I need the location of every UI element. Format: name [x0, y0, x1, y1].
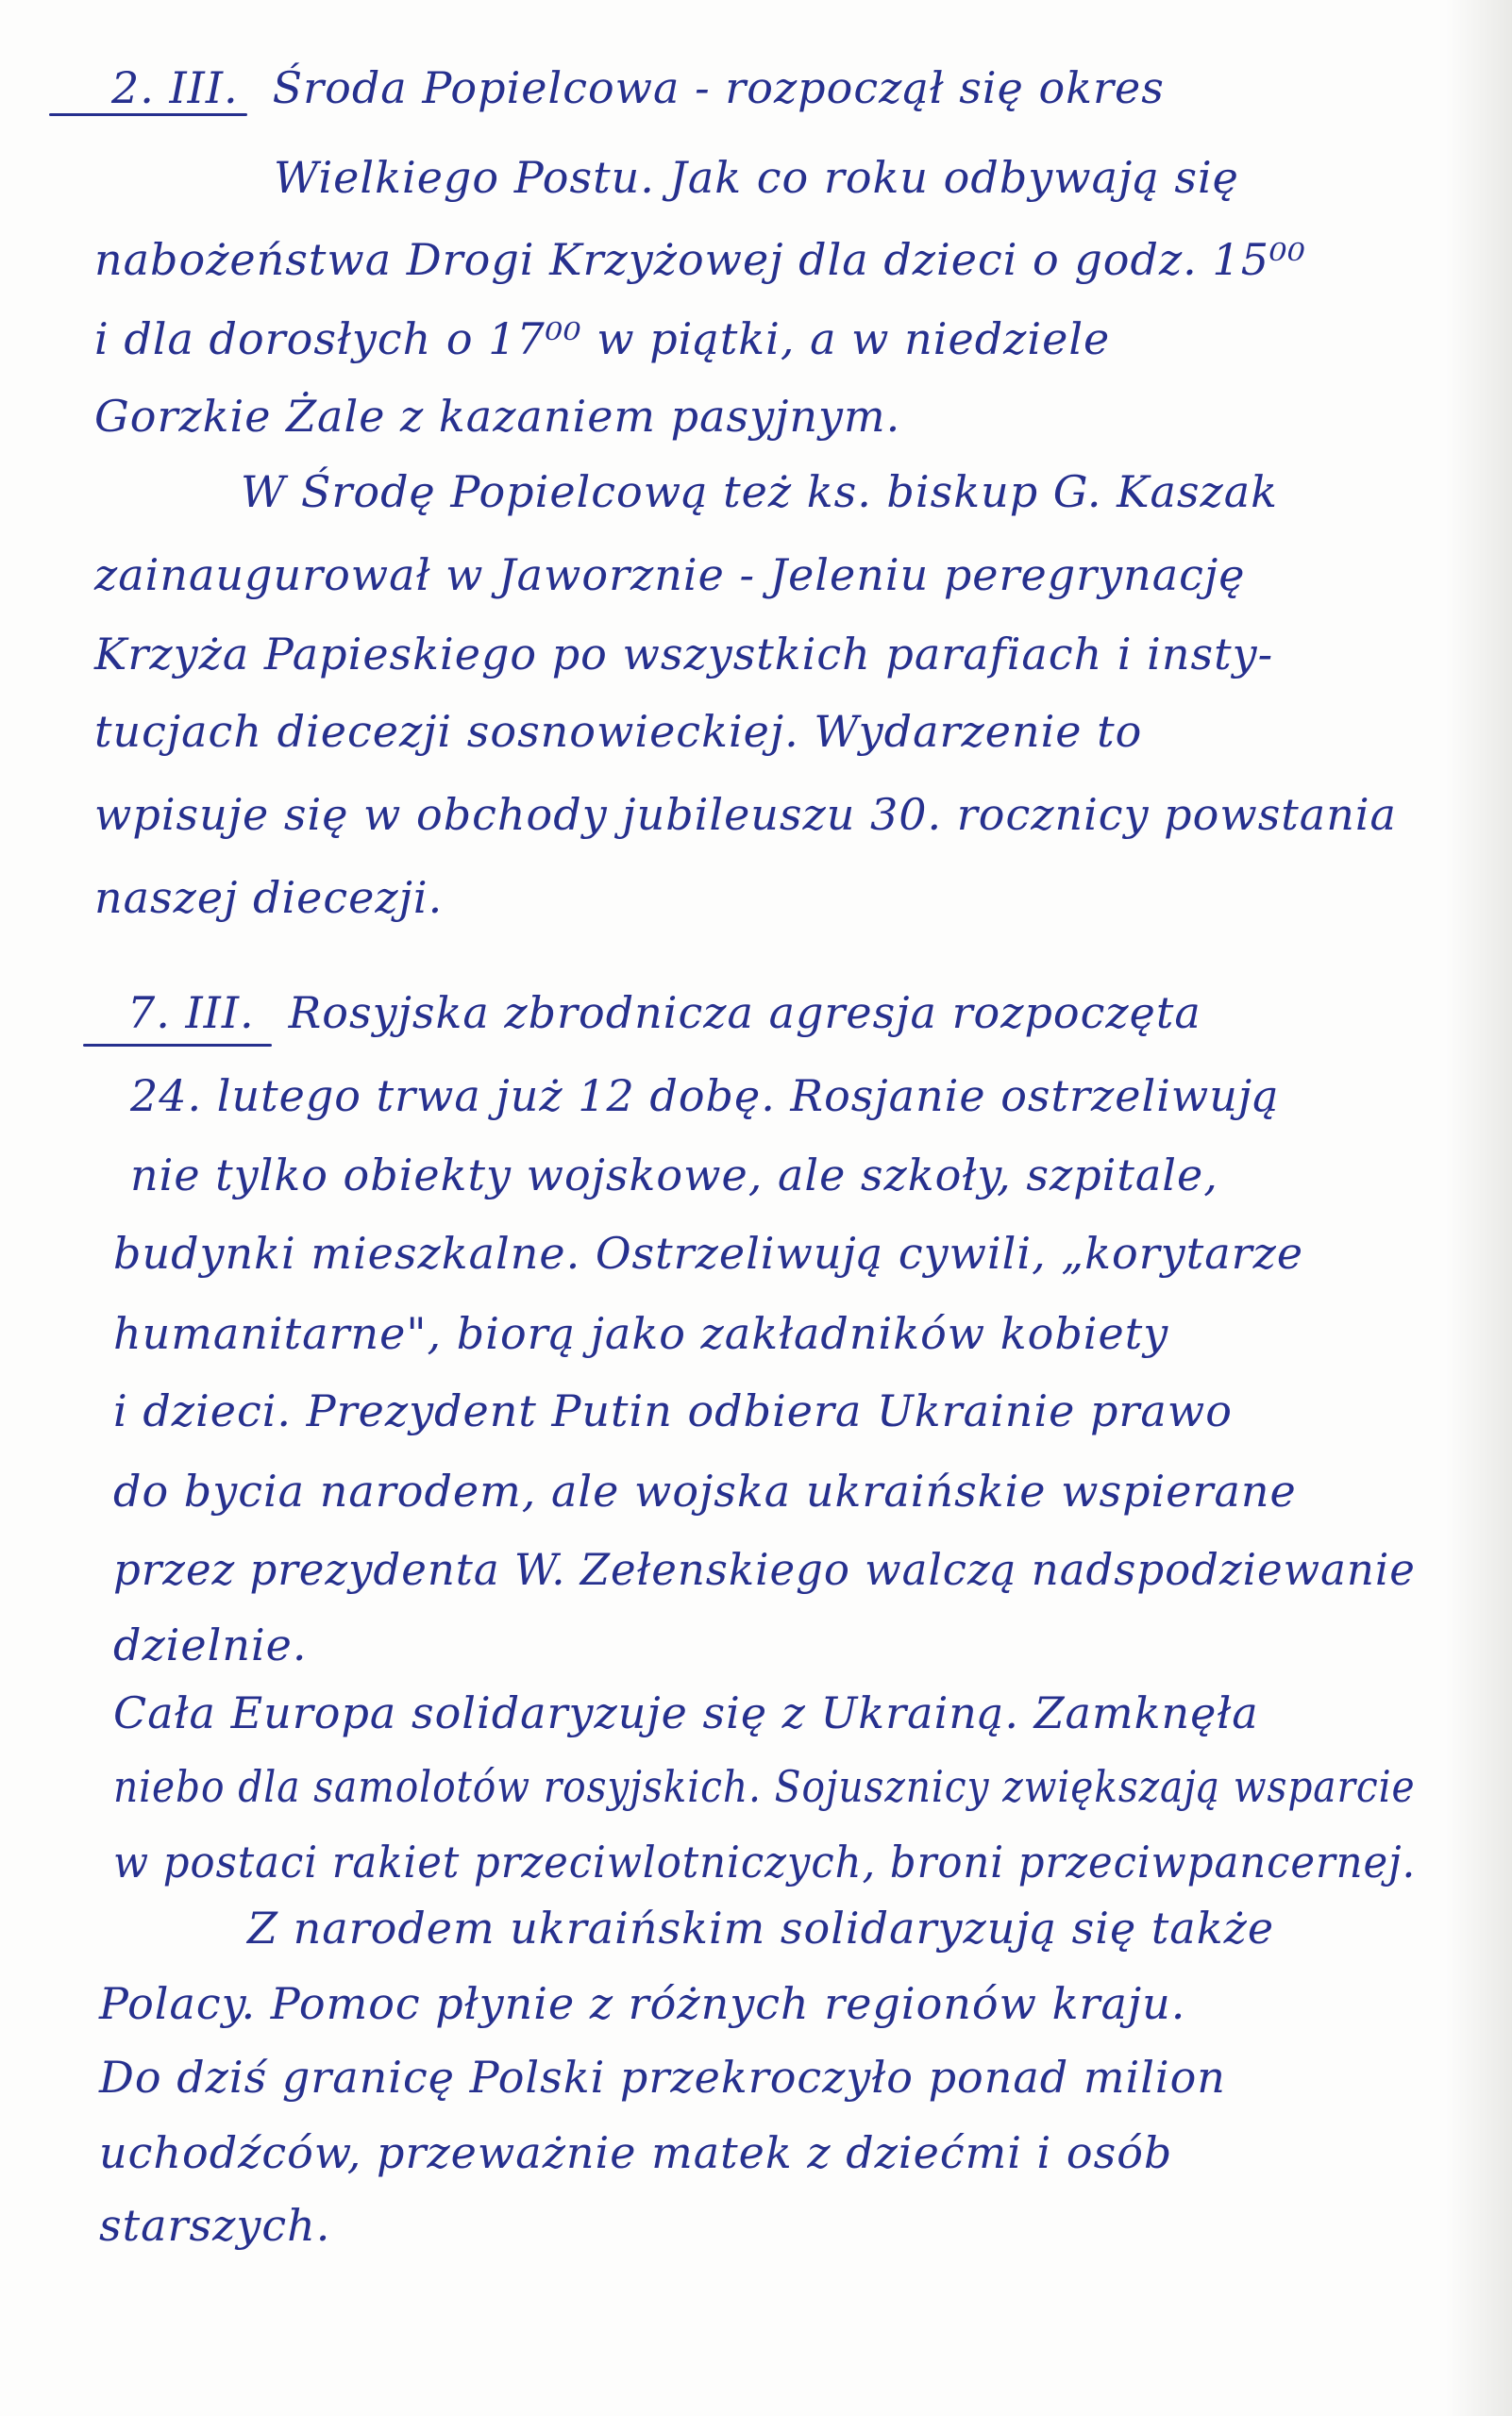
- entry-2-line-6: i dzieci. Prezydent Putin odbiera Ukrainie prawo: [113, 1385, 1233, 1436]
- entry-2-line-1: 7. III. Rosyjska zbrodnicza agresja rozpoczęta: [127, 987, 1201, 1038]
- entry-2-line-12: w postaci rakiet przeciwlotniczych, broni przeciwpancernej.: [113, 1837, 1417, 1888]
- page-edge-shadow: [1446, 0, 1512, 2416]
- entry-2-line-15: Do dziś granicę Polski przekroczyło ponad milion: [99, 2052, 1226, 2103]
- entry-2-line-17: starszych.: [99, 2200, 331, 2251]
- entry-1-line-4: i dla dorosłych o 17⁰⁰ w piątki, a w niedziele: [94, 313, 1111, 364]
- entry-2-line-10: Cała Europa solidaryzuje się z Ukrainą. Zamknęła: [113, 1687, 1259, 1738]
- entry-1-date-underline: [49, 113, 247, 116]
- entry-2-line-9: dzielnie.: [113, 1619, 308, 1670]
- entry-1-line-6: W Środę Popielcową też ks. biskup G. Kaszak: [241, 466, 1279, 517]
- entry-2-line-11: niebo dla samolotów rosyjskich. Sojusznicy zwiększają wsparcie: [113, 1761, 1416, 1812]
- entry-1-line-9: tucjach diecezji sosnowieckiej. Wydarzenie to: [94, 706, 1143, 757]
- entry-2-line-14: Polacy. Pomoc płynie z różnych regionów kraju.: [99, 1978, 1186, 2029]
- entry-2-line-5: humanitarne", biorą jako zakładników kobiety: [113, 1308, 1169, 1359]
- entry-2-line-16: uchodźców, przeważnie matek z dziećmi i osób: [99, 2127, 1173, 2178]
- entry-2-line-3: nie tylko obiekty wojskowe, ale szkoły, szpitale,: [130, 1149, 1218, 1200]
- entry-1-line-1: 2. III. Środa Popielcowa - rozpoczął się okres: [111, 62, 1165, 113]
- entry-1-line-10: wpisuje się w obchody jubileuszu 30. rocznicy powstania: [94, 789, 1397, 840]
- entry-1-line-5: Gorzkie Żale z kazaniem pasyjnym.: [94, 391, 901, 442]
- entry-1-line-2: Wielkiego Postu. Jak co roku odbywają się: [274, 152, 1239, 203]
- entry-1-date: 2. III.: [111, 62, 239, 113]
- entry-1-line-3: nabożeństwa Drogi Krzyżowej dla dzieci o godz. 15⁰⁰: [94, 234, 1306, 285]
- entry-1-line-7: zainaugurował w Jaworznie - Jeleniu peregrynację: [94, 549, 1246, 600]
- entry-2-line-2: 24. lutego trwa już 12 dobę. Rosjanie ostrzeliwują: [130, 1070, 1280, 1121]
- entry-1-line-11: naszej diecezji.: [94, 872, 444, 923]
- entry-2-line-13: Z narodem ukraińskim solidaryzują się także: [247, 1903, 1275, 1954]
- entry-2-date: 7. III.: [127, 987, 255, 1038]
- entry-1-line-8: Krzyża Papieskiego po wszystkich parafiach i insty-: [94, 629, 1274, 680]
- entry-2-line-4: budynki mieszkalne. Ostrzeliwują cywili, „korytarze: [113, 1228, 1304, 1279]
- entry-2-date-underline: [83, 1044, 272, 1047]
- entry-2-line-8: przez prezydenta W. Zełenskiego walczą nadspodziewanie: [113, 1544, 1416, 1595]
- entry-2-line-7: do bycia narodem, ale wojska ukraińskie wspierane: [113, 1466, 1297, 1517]
